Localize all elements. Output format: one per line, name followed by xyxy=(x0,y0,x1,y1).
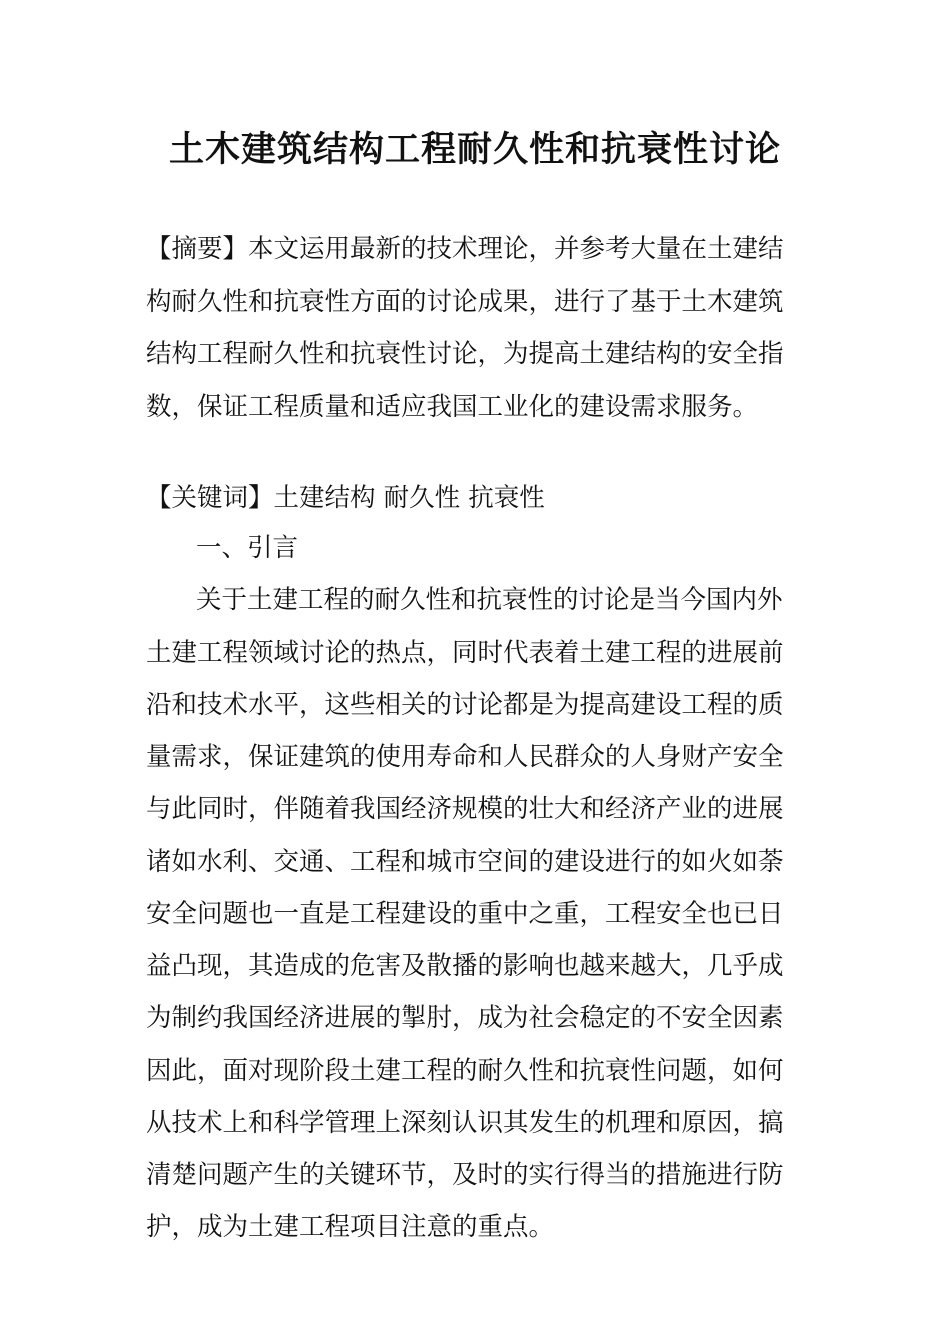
body-line: 护，成为土建工程项目注意的重点。 xyxy=(146,1212,555,1242)
body-line: 益凸现，其造成的危害及散播的影响也越来越大，几乎成 xyxy=(146,951,784,981)
body-line: 土建工程领域讨论的热点，同时代表着土建工程的进展前 xyxy=(146,638,784,668)
body-line: 诸如水利、交通、工程和城市空间的建设进行的如火如荼 xyxy=(146,847,784,877)
abstract-line: 数，保证工程质量和适应我国工业化的建设需求服务。 xyxy=(146,392,759,422)
document-title: 土木建筑结构工程耐久性和抗衰性讨论 xyxy=(168,130,781,170)
body-line: 从技术上和科学管理上深刻认识其发生的机理和原因，搞 xyxy=(146,1108,784,1138)
body-line: 因此，面对现阶段土建工程的耐久性和抗衰性问题，如何 xyxy=(146,1056,784,1086)
abstract-line: 结构工程耐久性和抗衰性讨论，为提高土建结构的安全指 xyxy=(146,339,784,369)
body-line: 与此同时，伴随着我国经济规模的壮大和经济产业的进展 xyxy=(146,794,784,824)
body-line: 量需求，保证建筑的使用寿命和人民群众的人身财产安全 xyxy=(146,742,784,772)
body-line: 为制约我国经济进展的掣肘，成为社会稳定的不安全因素 xyxy=(146,1003,784,1033)
body-line: 安全问题也一直是工程建设的重中之重，工程安全也已日 xyxy=(146,899,784,929)
body-line: 清楚问题产生的关键环节，及时的实行得当的措施进行防 xyxy=(146,1160,784,1190)
abstract-line: 【摘要】本文运用最新的技术理论，并参考大量在土建结 xyxy=(146,234,784,264)
abstract-line: 构耐久性和抗衰性方面的讨论成果，进行了基于土木建筑 xyxy=(146,287,784,317)
body-line: 关于土建工程的耐久性和抗衰性的讨论是当今国内外 xyxy=(196,585,783,615)
keywords-line: 【关键词】土建结构 耐久性 抗衰性 xyxy=(146,483,545,513)
body-line: 沿和技术水平，这些相关的讨论都是为提高建设工程的质 xyxy=(146,690,784,720)
section-heading: 一、引言 xyxy=(196,533,299,563)
